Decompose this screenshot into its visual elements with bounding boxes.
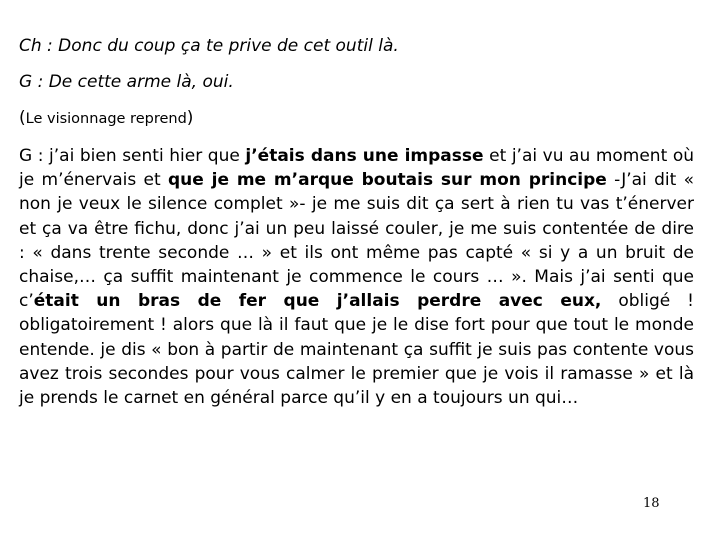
paragraph-text-4: obligé ! obligatoirement ! alors que là il faut que je le dise fort pour que tout le monde entende. je dis « bon à partir de maintenant ça suffit je suis pas contente vous avez trois secondes pour vous calmer le premier que je vois il ramasse » et là je prends le carnet en général parce qu’il y en a toujours un qui… — [19, 291, 694, 409]
g-line: G : De cette arme là, oui. — [19, 72, 234, 92]
close-paren: ) — [186, 108, 194, 128]
open-paren: ( — [19, 108, 26, 128]
page-number: 18 — [643, 496, 660, 511]
main-paragraph — [19, 144, 694, 410]
stage-direction-text: Le visionnage reprend — [25, 111, 187, 127]
paragraph-text-2: et j’ai vu au moment où je m’énervais et — [19, 146, 694, 191]
paragraph-text-1: G : j’ai bien senti hier que — [19, 146, 246, 166]
stage-direction — [19, 108, 193, 128]
emphasis-1: j’étais dans une impasse — [245, 146, 484, 166]
ch-line: Ch : Donc du coup ça te prive de cet outil là. — [19, 36, 399, 56]
paragraph-text-3: -J’ai dit « non je veux le silence complet »- je me suis dit ça sert à rien tu vas t’énerver et ça va être fichu, donc j’ai un peu laissé couler, je me suis contentée de dire : « dans trente seconde … » et ils ont même pas capté « si y a un bruit de chaise,… ça suffit maintenant je commence le cours … ». Mais j’ai senti que c’ — [19, 170, 694, 312]
emphasis-3: était un bras de fer que j’allais perdre avec eux, — [33, 291, 602, 312]
emphasis-2: que je me m’arque boutais sur mon principe — [168, 170, 607, 191]
